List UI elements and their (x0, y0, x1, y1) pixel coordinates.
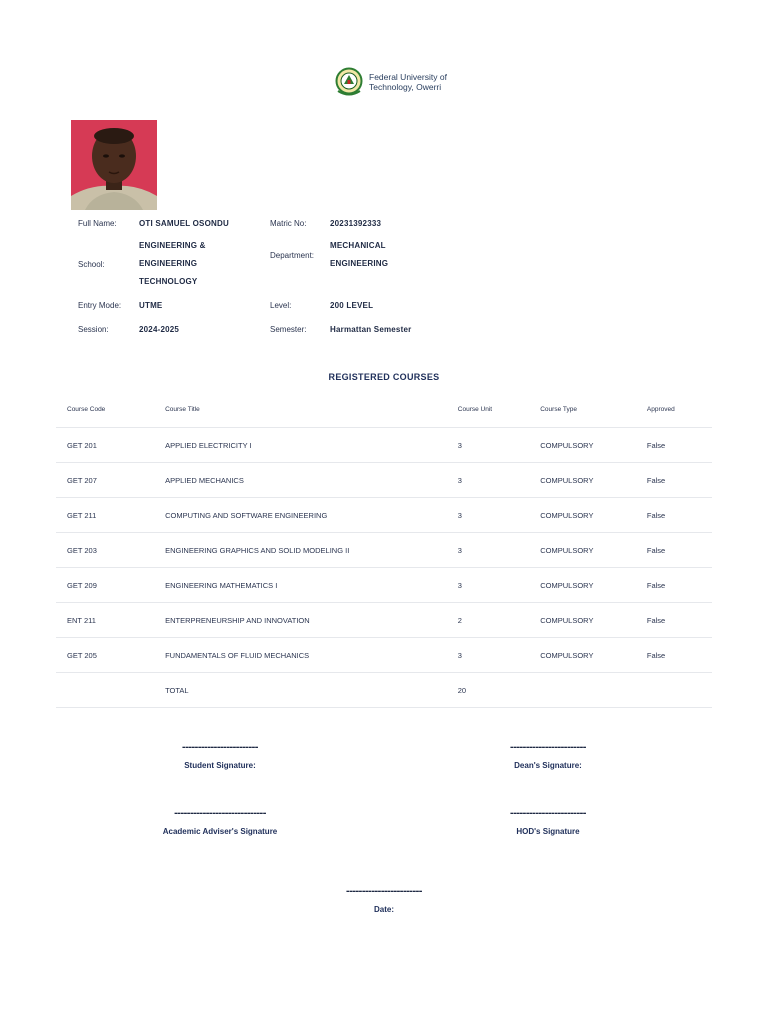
table-row (56, 603, 712, 638)
course-title: ENGINEERING MATHEMATICS I (165, 568, 458, 603)
semester-value: Harmattan Semester (330, 325, 412, 334)
department-line-2: ENGINEERING (330, 259, 389, 268)
university-logo (335, 67, 447, 97)
date-block (304, 885, 464, 914)
course-unit: 3 (458, 568, 540, 603)
student-signature-block (140, 741, 300, 770)
hod-signature-block (468, 807, 628, 836)
table-total-row (56, 673, 712, 708)
course-code: ENT 211 (56, 603, 165, 638)
total-units: 20 (458, 673, 540, 708)
school-line-1: ENGINEERING & (139, 241, 206, 250)
table-row (56, 463, 712, 498)
session-label: Session: (78, 325, 109, 334)
table-row (56, 498, 712, 533)
student-photo (71, 120, 157, 210)
course-code: GET 207 (56, 463, 165, 498)
courses-table (56, 392, 712, 708)
course-approved: False (647, 498, 712, 533)
department-label: Department: (270, 251, 315, 260)
course-approved: False (647, 463, 712, 498)
header-course-code: Course Code (56, 392, 165, 428)
semester-label: Semester: (270, 325, 307, 334)
dean-signature-block (468, 741, 628, 770)
course-title: ENGINEERING GRAPHICS AND SOLID MODELING II (165, 533, 458, 568)
course-unit: 2 (458, 603, 540, 638)
entry-mode-label: Entry Mode: (78, 301, 122, 310)
table-row (56, 568, 712, 603)
logo-line-1: Federal University of (369, 72, 447, 82)
course-code: GET 201 (56, 428, 165, 463)
table-row (56, 428, 712, 463)
course-title: ENTERPRENEURSHIP AND INNOVATION (165, 603, 458, 638)
header-approved: Approved (647, 392, 712, 428)
department-line-1: MECHANICAL (330, 241, 386, 250)
registered-courses-title: REGISTERED COURSES (328, 372, 440, 382)
course-type: COMPULSORY (540, 568, 647, 603)
adviser-signature-line: ----------------------------- (174, 807, 266, 819)
table-header-row (56, 392, 712, 428)
course-type: COMPULSORY (540, 533, 647, 568)
header-course-title: Course Title (165, 392, 458, 428)
school-label: School: (78, 260, 105, 269)
course-title: APPLIED MECHANICS (165, 463, 458, 498)
dean-signature-line: ------------------------ (510, 741, 586, 753)
logo-line-2: Technology, Owerri (369, 82, 442, 92)
total-empty-cell (540, 673, 647, 708)
course-type: COMPULSORY (540, 638, 647, 673)
table-row (56, 533, 712, 568)
matric-label: Matric No: (270, 219, 307, 228)
university-seal-icon (335, 67, 363, 97)
header-course-unit: Course Unit (458, 392, 540, 428)
school-line-2: ENGINEERING (139, 259, 198, 268)
course-approved: False (647, 638, 712, 673)
student-signature-line: ------------------------ (182, 741, 258, 753)
matric-value: 20231392333 (330, 219, 382, 228)
course-title: FUNDAMENTALS OF FLUID MECHANICS (165, 638, 458, 673)
course-title: COMPUTING AND SOFTWARE ENGINEERING (165, 498, 458, 533)
course-type: COMPULSORY (540, 428, 647, 463)
course-code: GET 209 (56, 568, 165, 603)
course-unit: 3 (458, 463, 540, 498)
hod-signature-label: HOD's Signature (516, 827, 580, 836)
entry-mode-value: UTME (139, 301, 163, 310)
total-empty-cell (56, 673, 165, 708)
level-label: Level: (270, 301, 292, 310)
course-type: COMPULSORY (540, 603, 647, 638)
course-code: GET 203 (56, 533, 165, 568)
full-name-value: OTI SAMUEL OSONDU (139, 219, 229, 228)
total-empty-cell (647, 673, 712, 708)
hod-signature-line: ------------------------ (510, 807, 586, 819)
course-code: GET 211 (56, 498, 165, 533)
school-line-3: TECHNOLOGY (139, 277, 198, 286)
course-code: GET 205 (56, 638, 165, 673)
department-value (330, 237, 388, 273)
course-unit: 3 (458, 638, 540, 673)
header-course-type: Course Type (540, 392, 647, 428)
date-line: ------------------------ (346, 885, 422, 897)
session-value: 2024-2025 (139, 325, 180, 334)
course-type: COMPULSORY (540, 498, 647, 533)
adviser-signature-label: Academic Adviser's Signature (162, 827, 278, 836)
dean-signature-label: Dean's Signature: (514, 761, 582, 770)
course-title: APPLIED ELECTRICITY I (165, 428, 458, 463)
total-label: TOTAL (165, 673, 458, 708)
full-name-label: Full Name: (78, 219, 117, 228)
course-unit: 3 (458, 533, 540, 568)
adviser-signature-block (125, 807, 315, 836)
date-label: Date: (373, 905, 394, 914)
course-unit: 3 (458, 498, 540, 533)
school-value (139, 237, 206, 291)
course-approved: False (647, 603, 712, 638)
course-type: COMPULSORY (540, 463, 647, 498)
course-unit: 3 (458, 428, 540, 463)
course-approved: False (647, 568, 712, 603)
course-approved: False (647, 533, 712, 568)
course-approved: False (647, 428, 712, 463)
level-value: 200 LEVEL (330, 301, 374, 310)
table-row (56, 638, 712, 673)
student-signature-label: Student Signature: (184, 761, 256, 770)
logo-text (369, 72, 447, 92)
